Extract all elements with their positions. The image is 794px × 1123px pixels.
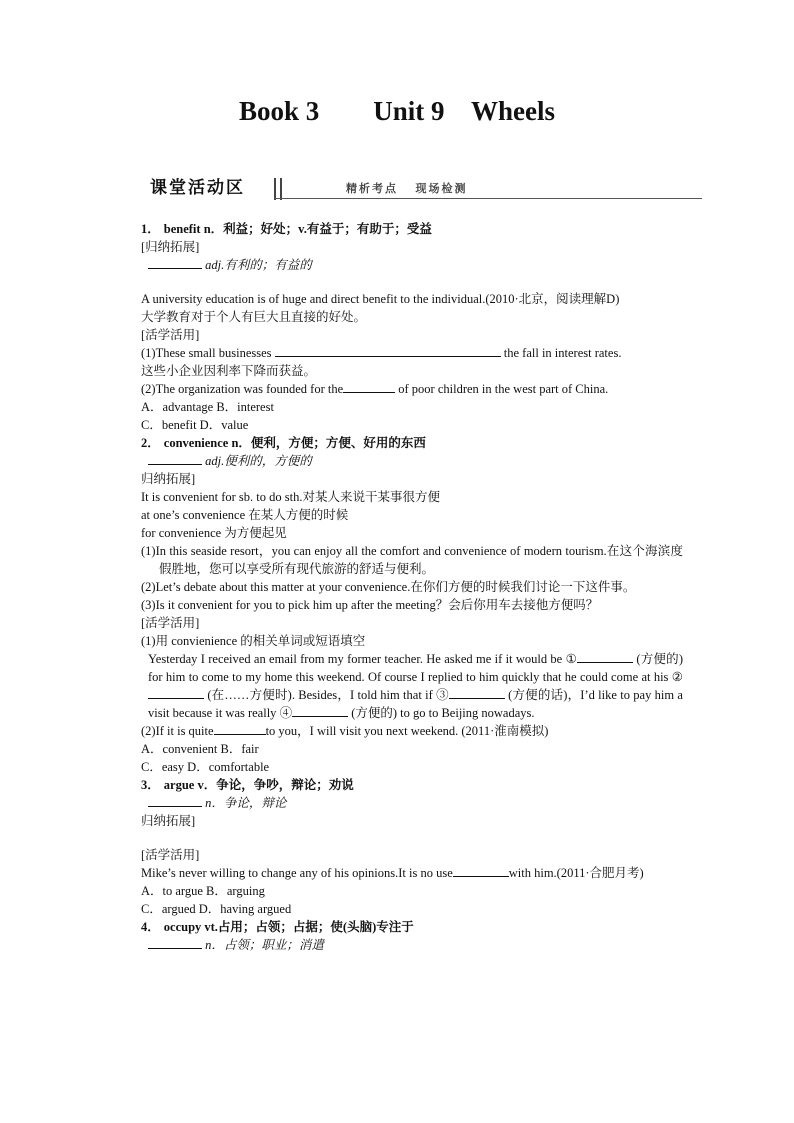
option-line: C．argued D．having argued — [141, 902, 292, 916]
answer-blank — [449, 686, 505, 699]
entry-heading-argue: 3． argue v．争论，争吵，辩论；劝说 — [141, 778, 354, 792]
example-sentence: (2)Let’s debate about this matter at your convenience.在你们方便的时候我们讨论一下这件事。 — [141, 580, 636, 594]
banner-rule — [274, 198, 702, 199]
question: (2)The organization was founded for the of poor children in the west part of China. — [141, 382, 609, 396]
answer-blank — [148, 452, 202, 465]
answer-blank — [577, 650, 633, 663]
answer-blank — [214, 722, 266, 735]
practice-label: [活学活用] — [141, 328, 200, 342]
question: (1)These small businesses the fall in interest rates. — [141, 346, 622, 360]
banner-label: 课堂活动区 — [150, 178, 245, 198]
page-title: Book 3 Unit 9 Wheels — [238, 96, 556, 126]
answer-blank — [275, 344, 501, 357]
phrase: for convenience 为方便起见 — [141, 526, 287, 540]
example-sentence: (3)Is it convenient for you to pick him up after the meeting？会后你用车去接他方便吗？ — [141, 598, 599, 612]
practice-label: [活学活用] — [141, 848, 200, 862]
option-line: A．advantage B．interest — [141, 400, 274, 414]
fill-line: adj.便利的，方便的 — [141, 452, 683, 470]
answer-blank — [453, 864, 509, 877]
answer-blank — [292, 704, 348, 717]
fill-line: n．争论，辩论 — [141, 794, 683, 812]
answer-blank — [148, 794, 202, 807]
question: Mike’s never willing to change any of his opinions.It is no use with him.(2011·合肥月考) — [141, 866, 644, 880]
entry-heading-convenience: 2． convenience n．便利，方便；方便、好用的东西 — [141, 436, 426, 450]
answer-blank — [148, 256, 202, 269]
option-line: C．easy D．comfortable — [141, 760, 270, 774]
fill-line: adj.有利的；有益的 — [141, 256, 683, 274]
example-sentence: (1)In this seaside resort，you can enjoy all the comfort and convenience of modern tourism.在这个海滨度假胜地，您可以享受所有现代旅游的舒适与便利。 — [141, 544, 683, 576]
option-line: C．benefit D．value — [141, 418, 249, 432]
expand-label: [归纳拓展] — [141, 240, 200, 254]
section-banner — [146, 176, 702, 202]
banner-subtitle: 精析考点 现场检测 — [346, 182, 468, 195]
question: (2)If it is quite to you，I will visit you next weekend. (2011·淮南模拟) — [141, 724, 549, 738]
answer-blank — [148, 936, 202, 949]
expand-label: 归纳拓展] — [141, 814, 196, 828]
example-translation: 大学教育对于个人有巨大且直接的好处。 — [141, 310, 367, 324]
question-translation: 这些小企业因利率下降而获益。 — [141, 364, 317, 378]
practice-label: [活学活用] — [141, 616, 200, 630]
example-sentence: A university education is of huge and direct benefit to the individual.(2010·北京，阅读理解D) — [141, 292, 620, 306]
fill-line: n．占领；职业；消遣 — [141, 936, 683, 954]
option-line: A．convenient B．fair — [141, 742, 259, 756]
phrase: at one’s convenience 在某人方便的时候 — [141, 508, 349, 522]
phrase: It is convenient for sb. to do sth.对某人来说干某事很方便 — [141, 490, 440, 504]
answer-blank — [343, 380, 395, 393]
document-body — [141, 220, 683, 954]
cloze-passage: Yesterday I received an email from my former teacher. He asked me if it would be ① (方便的) for him to come to my home this weekend. Of course I replied to him quickly that he could come at his ② (在……方便时). Besides，I told him that if ③ (方便的话)，I’d like to pay him a visit because it was really ④ (方便的) to go to Beijing nowadays. — [148, 652, 684, 720]
expand-label: 归纳拓展] — [141, 472, 196, 486]
answer-blank — [148, 686, 204, 699]
question-label: (1)用 convienience 的相关单词或短语填空 — [141, 634, 366, 648]
banner-divider — [274, 178, 282, 200]
option-line: A．to argue B．arguing — [141, 884, 265, 898]
entry-heading-benefit: 1． benefit n．利益；好处；v.有益于；有助于；受益 — [141, 222, 432, 236]
entry-heading-occupy: 4． occupy vt.占用；占领；占据；使(头脑)专注于 — [141, 920, 414, 934]
